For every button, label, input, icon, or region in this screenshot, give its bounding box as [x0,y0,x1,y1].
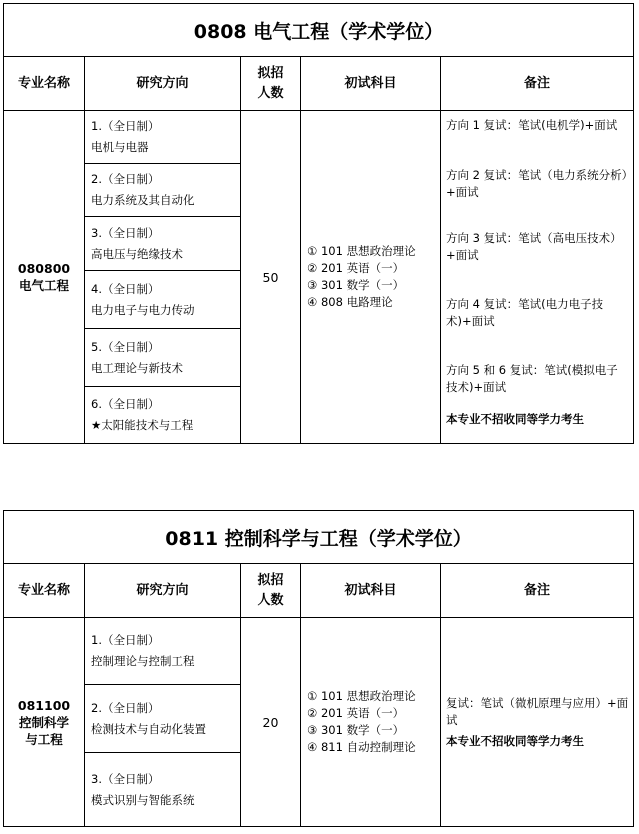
exam-item: ③ 301 数学（一） [307,723,405,737]
notes-cell [441,618,634,827]
major-code: 081100 [17,697,71,713]
header-exam: 初试科目 [301,564,441,618]
exam-item: ③ 301 数学（一） [307,278,405,292]
major-name-line2: 与工程 [25,731,63,747]
table-title: 0811 控制科学与工程（学术学位） [4,511,634,564]
note-item: 方向 2 复试：笔试（电力系统分析）+面试 [446,168,628,199]
major-cell [4,111,85,444]
direction-cell: 4.（全日制） 电力电子与电力传动 [85,271,241,329]
note-item: 方向 3 复试：笔试（高电压技术）+面试 [446,231,622,262]
exam-item: ④ 808 电路理论 [307,295,393,309]
quota-value: 50 [241,111,301,444]
direction-cell: 5.（全日制） 电工理论与新技术 [85,329,241,387]
header-direction: 研究方向 [85,564,241,618]
header-major: 专业名称 [4,57,85,111]
major-name-line1: 控制科学 [18,714,69,730]
major-code: 080800 [17,261,71,276]
note-no-equivalent: 本专业不招收同等学力考生 [446,733,584,748]
quota-value: 20 [241,618,301,827]
exam-item: ② 201 英语（一） [307,706,405,720]
exam-subjects [301,111,441,444]
exam-item: ① 101 思想政治理论 [307,689,416,703]
direction-cell: 6.（全日制） ★太阳能技术与工程 [85,387,241,444]
header-exam: 初试科目 [301,57,441,111]
header-quota: 拟招 人数 [241,57,301,111]
header-direction: 研究方向 [85,57,241,111]
notes-cell [441,111,634,444]
header-major: 专业名称 [4,564,85,618]
note-item: 方向 1 复试：笔试(电机学)+面试 [446,118,618,132]
direction-cell: 3.（全日制） 高电压与绝缘技术 [85,217,241,271]
header-notes: 备注 [441,564,634,618]
header-notes: 备注 [441,57,634,111]
exam-item: ④ 811 自动控制理论 [307,740,416,754]
note-item: 复试：笔试（微机原理与应用）+面试 [446,695,629,727]
program-table-0808 [3,3,634,444]
exam-item: ① 101 思想政治理论 [307,244,416,258]
direction-cell: 1.（全日制） 电机与电器 [85,111,241,164]
direction-cell: 2.（全日制） 电力系统及其自动化 [85,164,241,217]
program-table-0811 [3,510,634,827]
note-item: 方向 5 和 6 复试：笔试(模拟电子技术)+面试 [446,363,618,394]
direction-cell: 3.（全日制） 模式识别与智能系统 [85,753,241,827]
direction-cell: 2.（全日制） 检测技术与自动化装置 [85,685,241,753]
table-title: 0808 电气工程（学术学位） [4,4,634,57]
major-cell [4,618,85,827]
direction-cell: 1.（全日制） 控制理论与控制工程 [85,618,241,685]
major-name: 电气工程 [18,278,69,293]
exam-subjects [301,618,441,827]
header-quota: 拟招 人数 [241,564,301,618]
note-item: 方向 4 复试：笔试(电力电子技术)+面试 [446,297,604,328]
note-no-equivalent: 本专业不招收同等学力考生 [446,412,584,426]
exam-item: ② 201 英语（一） [307,261,405,275]
